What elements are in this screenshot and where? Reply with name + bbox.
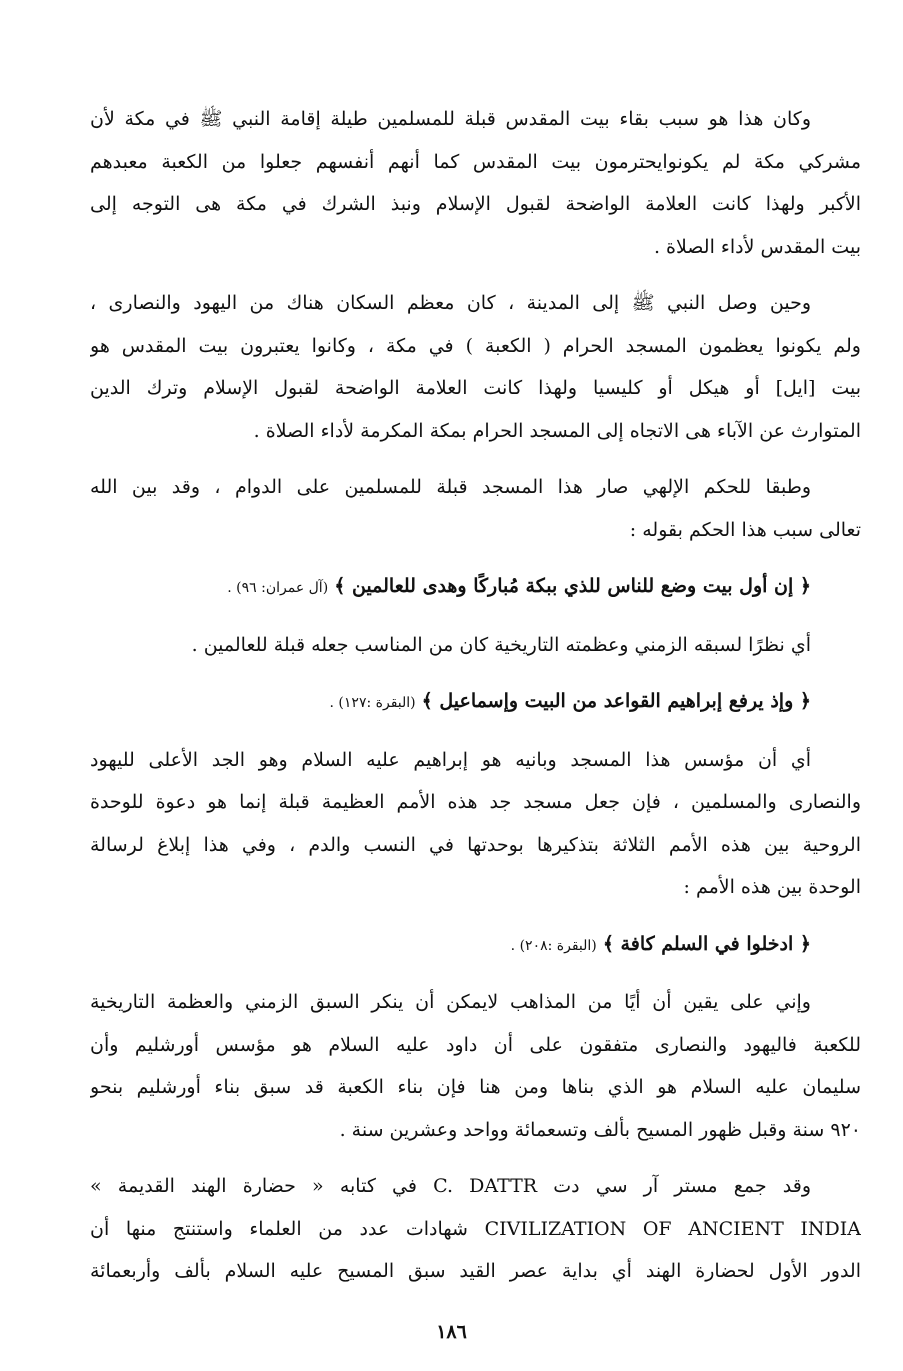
text-line: الدور الأول لحضارة الهند أي بداية عصر القيد سبق المسيح عليه السلام بألف وأربعمائة (90, 1260, 861, 1282)
quran-verse-2 (90, 680, 861, 725)
text-line: ٩٢٠ سنة وقبل ظهور المسيح بألف وتسعمائة وواحد وعشرين سنة . (339, 1118, 861, 1141)
text-line: الروحية بين هذه الأمم الثلاثة بتذكيرها بوحدتها في النسب والدم ، وفي هذا إبلاغ لرسالة (90, 833, 861, 856)
paragraph-1 (90, 98, 861, 268)
text-line: سليمان عليه السلام هو الذي بناها ومن هنا فإن بناء الكعبة قد سبق بناء أورشليم بنحو (90, 1076, 861, 1098)
verse-text: ﴿ إن أول بيت وضع للناس للذي ببكة مُباركًا وهدى للعالمين ﴾ (334, 575, 811, 597)
text-line: بيت [ايل] أو هيكل أو كليسيا ولهذا كانت العلامة الواضحة لقبول الإسلام وترك الدين (90, 377, 861, 399)
text-line: المتوارث عن الآباء هى الاتجاه إلى المسجد الحرام بمكة المكرمة لأداء الصلاة . (253, 419, 861, 442)
verse-reference: (البقرة :١٢٧) . (329, 695, 416, 711)
text-line: بيت المقدس لأداء الصلاة . (653, 235, 861, 258)
text-line: CIVILIZATION OF ANCIENT INDIA شهادات عدد من العلماء واستنتج منها أن (90, 1217, 861, 1240)
text-line: الأكبر ولهذا كانت العلامة الواضحة لقبول الإسلام ونبذ الشرك في مكة هى التوجه إلى (90, 193, 861, 215)
paragraph-2 (90, 282, 861, 452)
paragraph-5 (90, 739, 861, 909)
text-line: ولم يكونوا يعظمون المسجد الحرام ( الكعبة ) في مكة ، وكانوا يعتبرون بيت المقدس هو (90, 334, 861, 357)
quran-verse-1 (90, 565, 861, 610)
paragraph-3 (90, 466, 861, 551)
verse-text: ﴿ وإذ يرفع إبراهيم القواعد من البيت وإسماعيل ﴾ (421, 690, 811, 712)
text-line: مشركي مكة لم يكونوايحترمون بيت المقدس كما أنهم أنفسهم جعلوا من الكعبة معبدهم (90, 150, 861, 173)
text-line: الوحدة بين هذه الأمم : (683, 876, 861, 898)
text-line: للكعبة فاليهود والنصارى متفقون على أن داود عليه السلام هو مؤسس أورشليم وأن (90, 1033, 861, 1056)
paragraph-7 (90, 1165, 861, 1293)
text-line: أي أن مؤسس هذا المسجد وبانيه هو إبراهيم عليه السلام وهو الجد الأعلى لليهود (90, 748, 811, 771)
verse-reference: (آل عمران: ٩٦) . (227, 580, 329, 596)
text-line: وإني على يقين أن أيًا من المذاهب لايمكن أن ينكر السبق الزمني والعظمة التاريخية (90, 991, 811, 1013)
text-line: وكان هذا هو سبب بقاء بيت المقدس قبلة للمسلمين طيلة إقامة النبي ﷺ في مكة لأن (90, 108, 811, 130)
text-line: وحين وصل النبي ﷺ إلى المدينة ، كان معظم السكان هناك من اليهود والنصارى ، (90, 292, 811, 314)
verse-reference: (البقرة :٢٠٨) . (510, 937, 597, 954)
text-line: أي نظرًا لسبقه الزمني وعظمته التاريخية كان من المناسب جعله قبلة للعالمين . (191, 633, 811, 656)
verse-text: ﴿ ادخلوا في السلم كافة ﴾ (602, 932, 811, 955)
text-line: وقد جمع مستر آر سي دت C. DATTR في كتابه « حضارة الهند القديمة » (90, 1175, 811, 1197)
text-line: تعالى سبب هذا الحكم بقوله : (629, 518, 861, 541)
page-number: ١٨٦ (436, 1321, 467, 1343)
text-line: وطبقا للحكم الإلهي صار هذا المسجد قبلة للمسلمين على الدوام ، وقد بين الله (90, 476, 811, 498)
page-body (90, 98, 861, 1307)
paragraph-6 (90, 981, 861, 1151)
paragraph-4 (90, 624, 861, 667)
text-line: والنصارى والمسلمين ، فإن جعل مسجد جد هذه الأمم العظيمة قبلة إنما هو دعوة للوحدة (90, 791, 861, 813)
quran-verse-3 (90, 923, 861, 968)
